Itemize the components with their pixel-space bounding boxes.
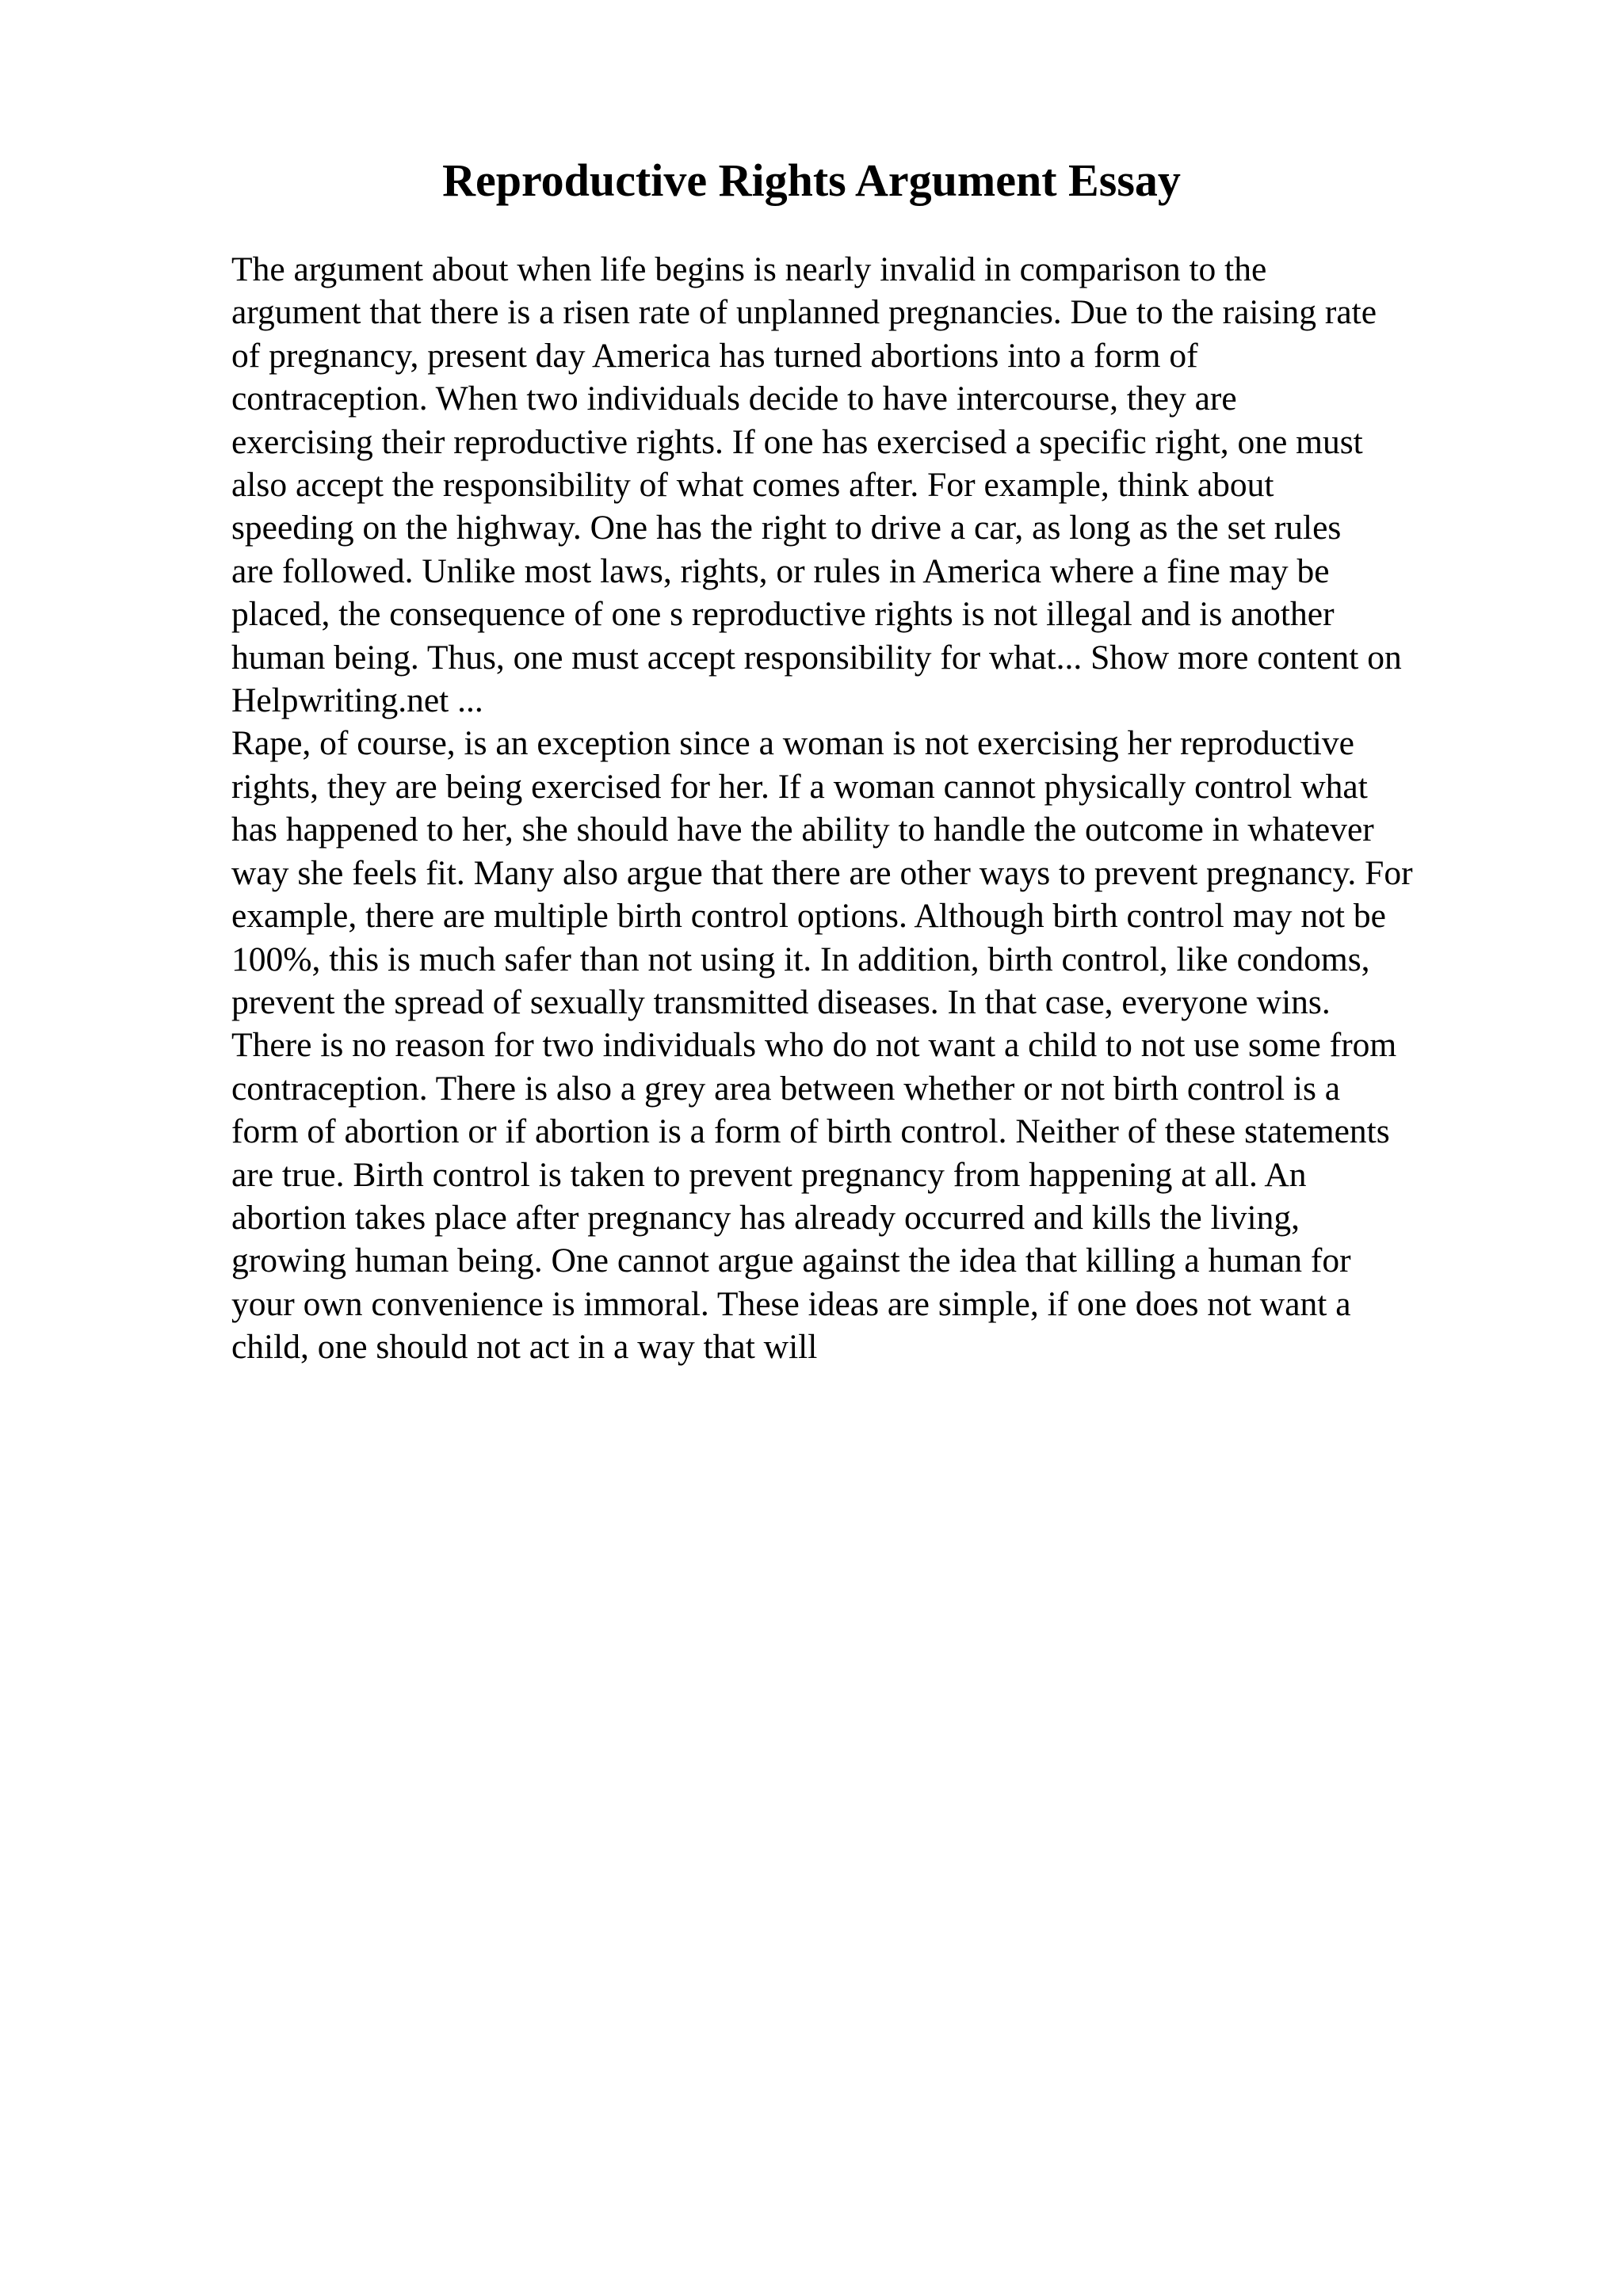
text-line: also accept the responsibility of what comes after. For example, think about (231, 466, 1274, 505)
essay-body (231, 248, 1515, 1369)
text-line: growing human being. One cannot argue against the idea that killing a human for (231, 1241, 1351, 1280)
text-line: child, one should not act in a way that will (231, 1328, 818, 1367)
text-line: are true. Birth control is taken to prevent pregnancy from happening at all. An (231, 1155, 1307, 1194)
text-line: of pregnancy, present day America has turned abortions into a form of (231, 336, 1198, 375)
text-line: are followed. Unlike most laws, rights, or rules in America where a fine may be (231, 551, 1330, 590)
text-line: argument that there is a risen rate of unplanned pregnancies. Due to the raising rate (231, 293, 1377, 332)
text-line: Rape, of course, is an exception since a woman is not exercising her reproductive (231, 724, 1354, 763)
text-line: There is no reason for two individuals who do not want a child to not use some from (231, 1026, 1397, 1065)
text-line: 100%, this is much safer than not using it. In addition, birth control, like condoms, (231, 940, 1370, 978)
text-line: prevent the spread of sexually transmitted diseases. In that case, everyone wins. (231, 982, 1331, 1021)
text-line: example, there are multiple birth control options. Although birth control may not be (231, 897, 1386, 936)
text-line: contraception. There is also a grey area between whether or not birth control is a (231, 1069, 1341, 1108)
text-line: human being. Thus, one must accept responsibility for what... Show more content on (231, 638, 1402, 677)
text-line: speeding on the highway. One has the right to drive a car, as long as the set rules (231, 509, 1342, 547)
text-line: The argument about when life begins is nearly invalid in comparison to the (231, 250, 1267, 288)
text-line: has happened to her, she should have the ability to handle the outcome in whatever (231, 810, 1374, 849)
text-line: way she feels fit. Many also argue that there are other ways to prevent pregnancy. For (231, 853, 1413, 892)
text-line: placed, the consequence of one s reproductive rights is not illegal and is another (231, 595, 1335, 634)
text-line: exercising their reproductive rights. If one has exercised a specific right, one must (231, 422, 1363, 461)
text-line: contraception. When two individuals decide to have intercourse, they are (231, 379, 1237, 418)
text-line: form of abortion or if abortion is a form of birth control. Neither of these statements (231, 1112, 1390, 1151)
document-title: Reproductive Rights Argument Essay (442, 154, 1181, 206)
text-line: Helpwriting.net ... (231, 681, 483, 720)
text-line: abortion takes place after pregnancy has already occurred and kills the living, (231, 1198, 1300, 1237)
text-line: your own convenience is immoral. These ideas are simple, if one does not want a (231, 1284, 1351, 1323)
text-line: rights, they are being exercised for her. If a woman cannot physically control what (231, 767, 1368, 806)
